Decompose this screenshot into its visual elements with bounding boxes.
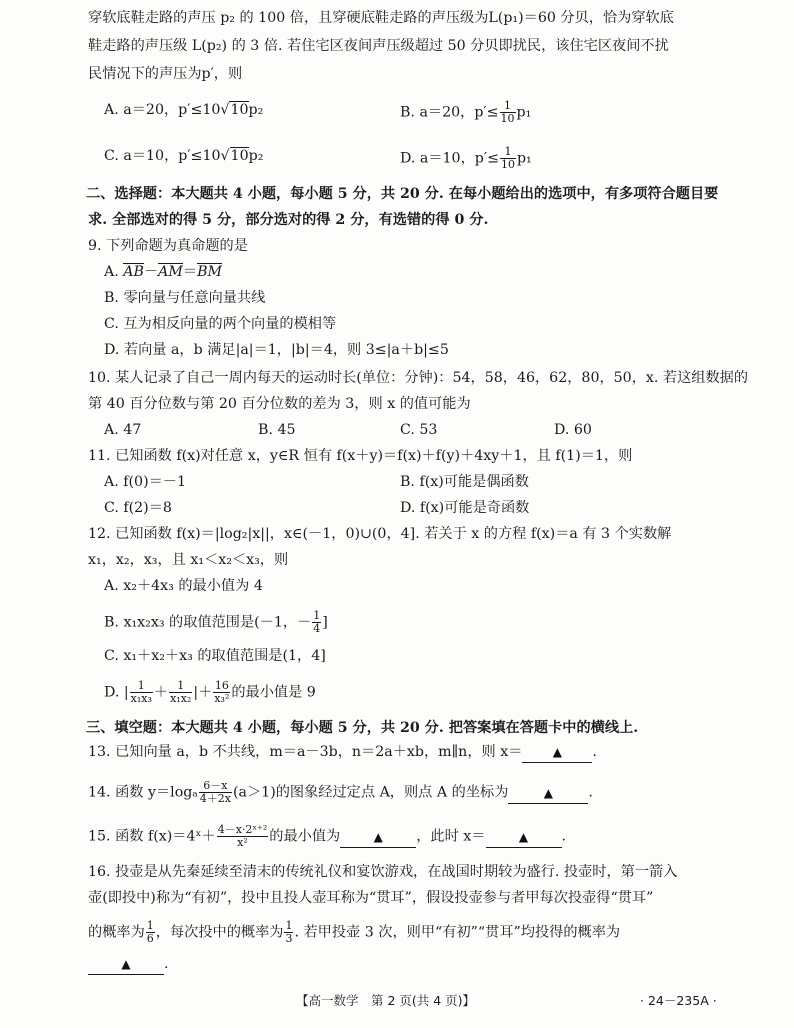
q10-option-d: D. 60	[554, 422, 592, 438]
fraction: $\frac{1}{3}$	[285, 919, 293, 945]
q12-line2: x₁，x₂，x₃，且 x₁＜x₂＜x₃，则	[88, 552, 289, 568]
page-footer-code: · 24－235A ·	[640, 993, 717, 1008]
q11-option-a: A. f(0)＝－1	[104, 474, 187, 490]
q8-option-a: A. a＝20，p′≤10√10p₂	[104, 102, 264, 118]
q9-option-d: D. 若向量 a，b 满足|a|＝1，|b|＝4，则 3≤|a＋b|≤5	[104, 342, 449, 358]
q12-option-c: C. x₁＋x₂＋x₃ 的取值范围是(1，4]	[104, 648, 326, 664]
fraction: $\frac{1}{6}$	[146, 919, 154, 945]
q15-answer-blank-1	[340, 827, 416, 848]
sqrt-symbol: √	[220, 102, 230, 118]
section2-heading-line2: 求. 全部选对的得 5 分，部分选对的得 2 分，有选错的得 0 分.	[88, 212, 489, 228]
q16-answer-blank	[88, 954, 164, 975]
fraction: $\frac{6-x}{4+2x}$	[199, 779, 231, 805]
q12-option-b: B. x₁x₂x₃ 的取值范围是(－1，－ $\frac{1}{4}$ ]	[104, 609, 328, 635]
q12-line1: 12. 已知函数 f(x)＝|log₂|x||，x∈(－1，0)∪(0，4]. 若关于 x 的方程 f(x)＝a 有 3 个实数解	[88, 526, 672, 542]
fraction: $\frac{1}{10}$	[500, 99, 515, 125]
q9-option-a: A. AB－AM＝BM	[104, 264, 223, 280]
q8-option-b: B. a＝20，p′≤ $\frac{1}{10}$ p₁	[400, 99, 532, 125]
q12-option-a: A. x₂＋4x₃ 的最小值为 4	[104, 578, 263, 594]
fraction: $\frac{16}{\text{x₃²}}$	[214, 679, 230, 705]
q10-line1: 10. 某人记录了自己一周内每天的运动时长(单位：分钟)：54，58，46，62，80，50，x. 若这组数据的	[88, 370, 749, 386]
q10-option-a: A. 47	[104, 422, 142, 438]
answer-mark-icon: ▲	[552, 745, 562, 759]
answer-mark-icon: ▲	[518, 829, 529, 844]
q12-option-d: D. | $\frac{1}{\text{x₁x₃}}$ ＋ $\frac{1}{\text{x₁x₂}}$ |＋ $\frac{16}{\text{x₃²}}$ 的最小值是 9	[104, 679, 316, 705]
q11-stem: 11. 已知函数 f(x)对任意 x，y∈R 恒有 f(x＋y)＝f(x)＋f(y)＋4xy＋1，且 f(1)＝1，则	[88, 448, 633, 464]
q10-line2: 第 40 百分位数与第 20 百分位数的差为 3，则 x 的值可能为	[88, 396, 471, 412]
q8-line3: 民情况下的声压为p′，则	[88, 66, 243, 82]
q8-option-c-radicand: 10	[230, 148, 249, 164]
q9-option-c: C. 互为相反向量的两个向量的模相等	[104, 316, 337, 332]
q8-option-a-radicand: 10	[230, 102, 249, 118]
answer-mark-icon: ▲	[373, 829, 383, 844]
section2-heading-line1: 二、选择题：本大题共 4 小题，每小题 5 分，共 20 分. 在每小题给出的选项中，有多项符合题目要	[86, 186, 719, 202]
fraction: $\frac{1}{4}$	[313, 609, 321, 635]
q10-option-b: B. 45	[258, 422, 296, 438]
sqrt-symbol: √	[220, 148, 230, 164]
q16-line1: 16. 投壶是从先秦延续至清末的传统礼仪和宴饮游戏，在战国时期较为盛行. 投壶时，第一箭入	[88, 864, 678, 880]
q10-option-c: C. 53	[400, 422, 438, 438]
q16-line2: 壶(即投中)称为“有初”，投中且投人壶耳称为“贯耳”，假设投壶参与者甲每次投壶得“贯耳”	[88, 890, 654, 906]
q13-answer-blank	[522, 742, 592, 763]
q14-line: 14. 函数 y＝logₐ $\frac{6-x}{4+2x}$ (a＞1)的图象经过定点 A，则点 A 的坐标为 ▲ .	[88, 779, 593, 805]
q8-line2: 鞋走路的声压级 L(p₂) 的 3 倍. 若住宅区夜间声压级超过 50 分贝即扰民，该住宅区夜间不扰	[88, 38, 669, 54]
q13-line: 13. 已知向量 a，b 不共线，m＝a－3b，n＝2a＋xb，m∥n，则 x＝ ▲ .	[88, 742, 597, 763]
q15-answer-blank-2	[486, 827, 562, 848]
q14-answer-blank	[508, 783, 588, 804]
q8-option-c: C. a＝10，p′≤10√10p₂	[104, 148, 264, 164]
q8-line1: 穿软底鞋走路的声压 p₂ 的 100 倍，且穿硬底鞋走路的声压级为L(p₁)＝60 分贝，恰为穿软底	[88, 10, 674, 26]
fraction: $\frac{1}{10}$	[500, 145, 515, 171]
q11-option-c: C. f(2)＝8	[104, 500, 172, 516]
q16-line4: ▲ .	[88, 954, 169, 975]
q9-stem: 9. 下列命题为真命题的是	[88, 238, 248, 254]
section3-heading: 三、填空题：本大题共 4 小题，每小题 5 分，共 20 分. 把答案填在答题卡中的横线上.	[86, 720, 639, 736]
answer-mark-icon: ▲	[121, 957, 131, 971]
q15-line: 15. 函数 f(x)＝4ˣ＋ $\frac{\text{4－x·2ˣ⁺²}}{\text{x²}}$ 的最小值为 ▲ ，此时 x＝ ▲ .	[88, 823, 567, 849]
fraction: $\frac{1}{\text{x₁x₃}}$	[130, 679, 152, 705]
q11-option-b: B. f(x)可能是偶函数	[400, 474, 529, 490]
q11-option-d: D. f(x)可能是奇函数	[400, 500, 530, 516]
answer-mark-icon: ▲	[543, 785, 553, 800]
q16-line3: 的概率为 $\frac{1}{6}$ ，每次投中的概率为 $\frac{1}{3}$ . 若甲投壶 3 次，则甲“有初”“贯耳”均投得的概率为	[88, 919, 621, 945]
q9-option-b: B. 零向量与任意向量共线	[104, 290, 266, 306]
q8-option-d: D. a＝10，p′≤ $\frac{1}{10}$ p₁	[400, 145, 532, 171]
page-footer-center: 【高一数学 第 2 页(共 4 页)】	[296, 993, 476, 1008]
fraction: $\frac{\text{4－x·2ˣ⁺²}}{\text{x²}}$	[217, 823, 268, 849]
fraction: $\frac{1}{\text{x₁x₂}}$	[170, 679, 192, 705]
